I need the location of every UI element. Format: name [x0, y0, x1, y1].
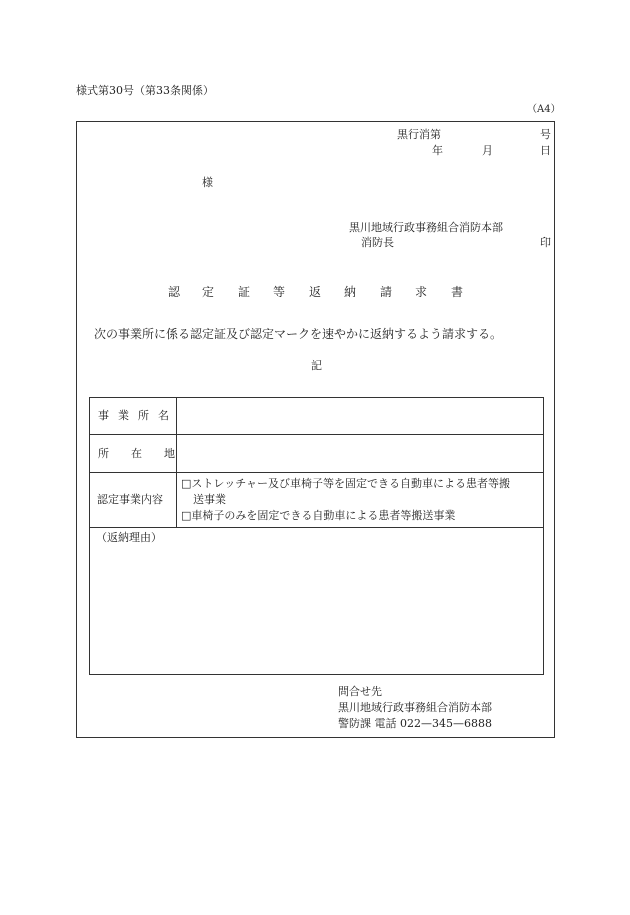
date-month: 月 — [482, 144, 493, 157]
contact-heading: 問合せ先 — [338, 685, 382, 698]
title-char: 定 — [202, 285, 215, 299]
title-char: 納 — [344, 285, 357, 299]
document-number-suffix: 号 — [540, 128, 551, 141]
document-number-prefix: 黒行消第 — [397, 128, 441, 141]
contact-phone: 警防課 電話 022—345—6888 — [338, 717, 492, 730]
ki-heading: 記 — [311, 359, 322, 372]
title-char: 書 — [451, 285, 464, 299]
title-char: 請 — [380, 285, 393, 299]
row-divider — [90, 434, 543, 435]
business-option-1-continued: 送事業 — [193, 493, 226, 506]
business-label: 認定事業内容 — [97, 493, 163, 506]
row-divider — [90, 472, 543, 473]
issuer-organization: 黒川地域行政事務組合消防本部 — [349, 221, 503, 234]
body-text: 次の事業所に係る認定証及び認定マークを速やかに返納するよう請求する。 — [94, 327, 503, 341]
row-divider — [90, 527, 543, 528]
issuer-title: 消防長 — [361, 236, 394, 249]
paper-size-label: （A4） — [527, 104, 561, 115]
title-char: 求 — [415, 285, 428, 299]
title-char: 等 — [273, 285, 286, 299]
contact-organization: 黒川地域行政事務組合消防本部 — [338, 701, 492, 714]
details-table — [89, 397, 544, 675]
title-char: 返 — [309, 285, 322, 299]
date-day: 日 — [540, 144, 551, 157]
form-number: 様式第30号（第33条関係） — [76, 84, 214, 97]
title-char: 認 — [168, 285, 181, 299]
business-option-2: □車椅子のみを固定できる自動車による患者等搬送事業 — [181, 509, 456, 522]
return-reason-label: （返納理由） — [96, 531, 162, 544]
seal-mark: 印 — [540, 236, 551, 249]
office-name-label: 事業所名 — [98, 409, 178, 422]
business-option-1: □ストレッチャー及び車椅子等を固定できる自動車による患者等搬 — [181, 477, 510, 490]
title-char: 証 — [238, 285, 251, 299]
location-label: 所在地 — [98, 447, 197, 460]
addressee-suffix: 様 — [202, 176, 213, 189]
date-year: 年 — [432, 144, 443, 157]
